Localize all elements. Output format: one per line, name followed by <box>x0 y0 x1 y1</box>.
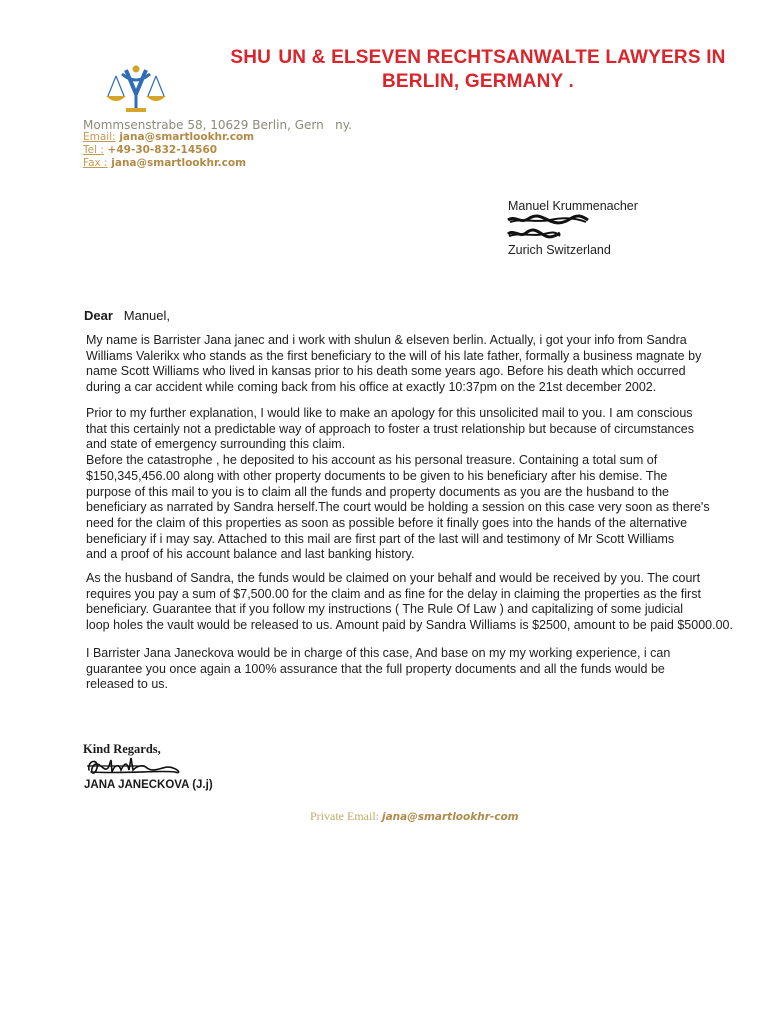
salutation <box>84 308 170 323</box>
redaction-scribble-2 <box>506 228 562 239</box>
paragraph-line: and a proof of his account balance and last banking history. <box>86 547 415 562</box>
firm-title-line1: SHU UN & ELSEVEN RECHTSANWALTE LAWYERS IN <box>230 47 726 68</box>
paragraph-line: guarantee you once again a 100% assurance that the full property documents and all the funds would be <box>86 661 665 676</box>
paragraph-line: Williams Valerikx who stands as the first beneficiary to the will of his late father, formally a business magnate by <box>86 348 702 363</box>
private-email-label: Private Email: <box>310 809 379 823</box>
scales-of-justice-logo <box>104 64 168 116</box>
paragraph-line: beneficiary as narrated by Sandra herself.The court would be holding a session on this case very soon as there's <box>86 500 710 515</box>
recipient-name: Manuel Krummenacher <box>508 199 638 213</box>
tel-line <box>83 144 217 156</box>
paragraph-line: My name is Barrister Jana janec and i work with shulun & elseven berlin. Actually, i got your info from Sandra <box>86 333 687 347</box>
paragraph-line: beneficiary if i may say. Attached to this mail are first part of the last will and testimony of Mr Scott Williams <box>86 531 675 546</box>
paragraph-line: $150,345,456.00 along with other property documents to be given to his beneficiary after his demise. The <box>86 468 668 483</box>
recipient-city: Zurich Switzerland <box>508 243 611 257</box>
paragraph-line: purpose of this mail to you is to claim all the funds and property documents as you are the husband to the <box>86 484 669 499</box>
paragraph-line: during a car accident while coming back from his office at exactly 10:37pm on the 21st december 2002. <box>86 380 657 395</box>
paragraph-2 <box>86 406 766 563</box>
salutation-name: Manuel, <box>123 308 171 323</box>
private-email-line <box>310 809 519 824</box>
paragraph-line: need for the claim of this properties as soon as possible before it finally goes into the hands of the alternative <box>86 515 688 530</box>
paragraph-1 <box>86 333 766 396</box>
email-label: Email: <box>83 131 116 143</box>
paragraph-3 <box>86 571 766 634</box>
tel-label: Tel : <box>83 144 104 156</box>
paragraph-line: and state of emergency surrounding this claim. <box>86 437 346 452</box>
redaction-scribble-1 <box>506 214 590 225</box>
paragraph-line: Before the catastrophe , he deposited to his account as his personal treasure. Containing a total sum of <box>86 453 658 468</box>
paragraph-line: Prior to my further explanation, I would like to make an apology for this unsolicited mail to you. I am conscious <box>86 406 693 420</box>
fax-label: Fax : <box>83 157 108 169</box>
paragraph-line: loop holes the vault would be released to us. Amount paid by Sandra Williams is $2500, amount to be paid $5000.00. <box>86 618 733 633</box>
paragraph-line: I Barrister Jana Janeckova would be in charge of this case, And base on my my working experience, i can <box>86 646 671 660</box>
paragraph-4 <box>86 646 766 693</box>
private-email-value: jana@smartlookhr-com <box>381 811 519 823</box>
email-value: jana@smartlookhr.com <box>119 131 255 143</box>
paragraph-line: released to us. <box>86 677 168 692</box>
firm-address: Mommsenstrabe 58, 10629 Berlin, Gern ny. <box>83 118 352 132</box>
paragraph-line: beneficiary. Guarantee that if you follow my instructions ( The Rule Of Law ) and capitalizing of some judicial <box>86 602 684 617</box>
paragraph-line: As the husband of Sandra, the funds would be claimed on your behalf and would be received by you. The court <box>86 571 701 585</box>
paragraph-line: name Scott Williams who lived in kansas prior to his death some years ago. Before his death which occurred <box>86 364 686 379</box>
tel-value: +49-30-832-14560 <box>107 144 218 156</box>
fax-line <box>83 157 246 169</box>
fax-value: jana@smartlookhr.com <box>111 157 247 169</box>
firm-title-line2: BERLIN, GERMANY . <box>381 71 574 92</box>
handwritten-signature <box>85 754 185 780</box>
closing-regards: Kind Regards, <box>83 742 161 756</box>
signer-name: JANA JANECKOVA (J.j) <box>84 779 213 791</box>
paragraph-line: requires you pay a sum of $7,500.00 for the claim and as fine for the delay in claiming the properties as the first <box>86 586 701 601</box>
paragraph-line: that this certainly not a predictable way of approach to foster a trust relationship but because of circumstances <box>86 421 694 436</box>
salutation-dear: Dear <box>84 308 113 323</box>
email-line <box>83 131 254 143</box>
